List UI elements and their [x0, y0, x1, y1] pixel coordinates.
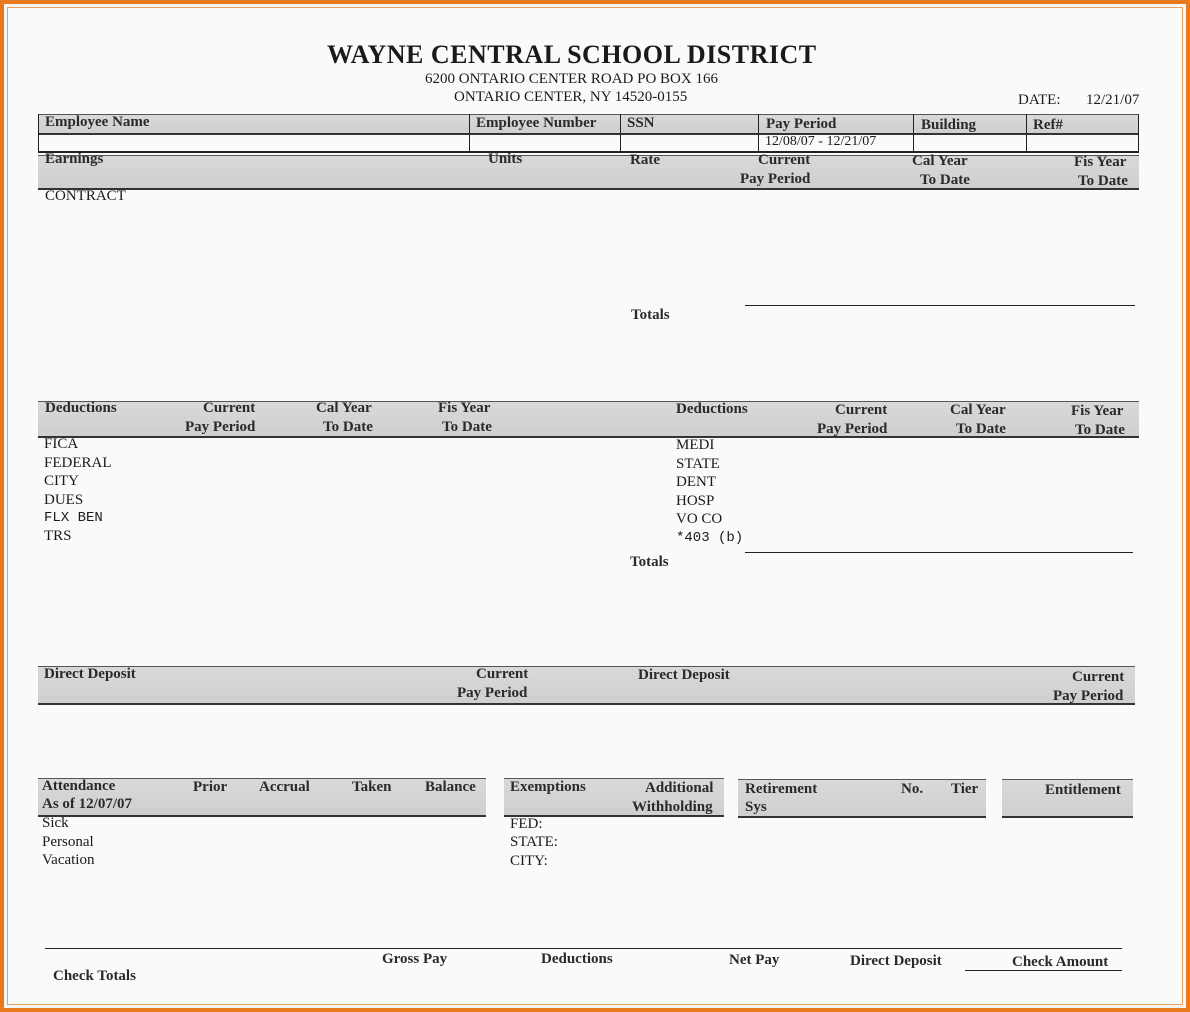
deduction-state: STATE	[676, 456, 720, 472]
retirement-title: Retirement	[745, 781, 818, 797]
retirement-sys: Sys	[745, 799, 767, 815]
retirement-no: No.	[901, 781, 924, 797]
deduction-flx-ben: FLX BEN	[44, 510, 103, 526]
exemptions-withholding: Withholding	[632, 799, 713, 815]
deductions-current-left: Current	[203, 400, 256, 416]
deductions-fis-year-left: Fis Year	[438, 400, 491, 416]
current-header: Current	[758, 152, 811, 168]
ssn-header: SSN	[627, 115, 655, 131]
check-totals-top-rule	[45, 948, 1122, 949]
units-header: Units	[488, 151, 523, 167]
deduction-hosp: HOSP	[676, 493, 715, 509]
direct-deposit-left-label: Direct Deposit	[44, 666, 136, 682]
attendance-vacation: Vacation	[42, 852, 95, 868]
deductions-fis-year-right: Fis Year	[1071, 403, 1124, 419]
deductions-header-left: Deductions	[45, 400, 117, 416]
employee-number-header: Employee Number	[476, 115, 597, 131]
date-label: DATE:	[1018, 92, 1061, 108]
building-header: Building	[921, 117, 977, 133]
direct-deposit-band	[38, 666, 1135, 705]
deduction-medi: MEDI	[676, 437, 715, 453]
district-title: WAYNE CENTRAL SCHOOL DISTRICT	[327, 40, 817, 69]
pay-period-value: 12/08/07 - 12/21/07	[765, 134, 877, 149]
attendance-sick: Sick	[42, 815, 69, 831]
attendance-as-of: As of 12/07/07	[42, 796, 132, 812]
exemptions-additional: Additional	[645, 780, 714, 796]
employee-table-bottom-rule	[38, 151, 1139, 153]
earnings-header-band	[38, 155, 1139, 190]
entitlement-title: Entitlement	[1045, 782, 1121, 798]
deduction-trs: TRS	[44, 528, 72, 544]
earnings-totals-label: Totals	[631, 307, 670, 323]
exemption-city: CITY:	[510, 853, 548, 869]
deductions-total-label: Deductions	[541, 951, 613, 967]
gross-pay-label: Gross Pay	[382, 951, 448, 967]
deduction-dues: DUES	[44, 492, 84, 508]
fis-to-date-subheader: To Date	[1078, 173, 1128, 189]
exemptions-title: Exemptions	[510, 779, 586, 795]
cal-year-header: Cal Year	[912, 153, 968, 169]
deduction-vo-co: VO CO	[676, 511, 723, 527]
attendance-balance: Balance	[425, 779, 476, 795]
deductions-fis-to-date-left: To Date	[442, 419, 492, 435]
deductions-current-right: Current	[835, 402, 888, 418]
deductions-cal-to-date-left: To Date	[323, 419, 373, 435]
attendance-prior: Prior	[193, 779, 228, 795]
deduction-403b: *403 (b)	[676, 530, 744, 546]
deductions-totals-rule	[745, 552, 1133, 553]
attendance-title: Attendance	[42, 778, 116, 794]
retirement-tier: Tier	[951, 781, 979, 797]
pay-period-subheader: Pay Period	[740, 171, 811, 187]
fis-year-header: Fis Year	[1074, 154, 1127, 170]
rate-header: Rate	[630, 152, 660, 168]
deductions-pay-period-left: Pay Period	[185, 419, 256, 435]
ref-header: Ref#	[1033, 117, 1063, 133]
deductions-cal-year-right: Cal Year	[950, 402, 1006, 418]
pay-period-header: Pay Period	[766, 116, 837, 132]
earnings-header: Earnings	[45, 151, 104, 167]
date-value: 12/21/07	[1086, 92, 1140, 108]
attendance-taken: Taken	[352, 779, 392, 795]
deduction-federal: FEDERAL	[44, 455, 112, 471]
earnings-totals-rule	[745, 305, 1135, 306]
exemption-state: STATE:	[510, 834, 558, 850]
employee-name-header: Employee Name	[45, 114, 150, 130]
attendance-accrual: Accrual	[259, 779, 310, 795]
deductions-fis-to-date-right: To Date	[1075, 422, 1125, 438]
earnings-row-contract: CONTRACT	[45, 188, 126, 204]
cal-to-date-subheader: To Date	[920, 172, 970, 188]
direct-deposit-left-current: Current	[476, 666, 529, 682]
deductions-cal-year-left: Cal Year	[316, 400, 372, 416]
deduction-city: CITY	[44, 473, 79, 489]
direct-deposit-right-current: Current	[1072, 669, 1125, 685]
net-pay-label: Net Pay	[729, 952, 780, 968]
exemption-fed: FED:	[510, 816, 543, 832]
deduction-fica: FICA	[44, 436, 79, 452]
address-line-1: 6200 ONTARIO CENTER ROAD PO BOX 166	[425, 71, 718, 87]
direct-deposit-right-label: Direct Deposit	[638, 667, 730, 683]
check-amount-label: Check Amount	[1012, 954, 1109, 970]
deductions-header-right: Deductions	[676, 401, 748, 417]
direct-deposit-left-pay-period: Pay Period	[457, 685, 528, 701]
attendance-personal: Personal	[42, 834, 94, 850]
check-totals-label: Check Totals	[53, 968, 136, 984]
deductions-pay-period-right: Pay Period	[817, 421, 888, 437]
deductions-totals-label: Totals	[630, 554, 669, 570]
direct-deposit-total-label: Direct Deposit	[850, 953, 942, 969]
deduction-dent: DENT	[676, 474, 716, 490]
direct-deposit-right-pay-period: Pay Period	[1053, 688, 1124, 704]
deductions-cal-to-date-right: To Date	[956, 421, 1006, 437]
address-line-2: ONTARIO CENTER, NY 14520-0155	[454, 89, 688, 105]
